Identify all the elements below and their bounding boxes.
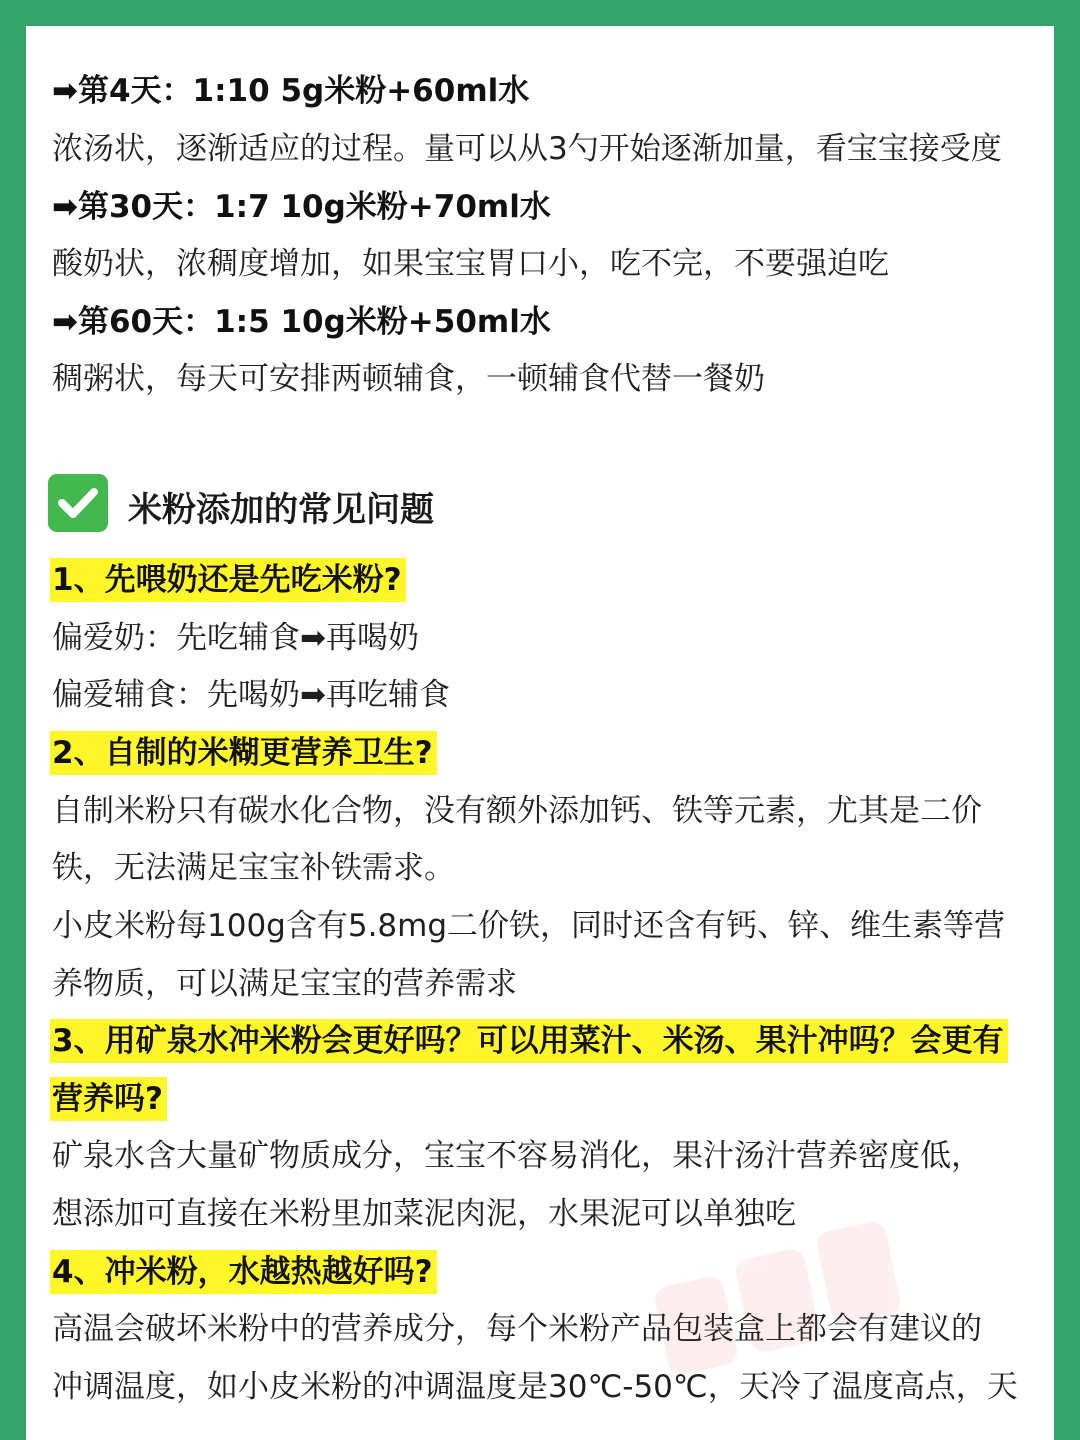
- faq-question-3-line-1: 3、用矿泉水冲米粉会更好吗？可以用菜汁、米汤、果汁冲吗？会更有: [52, 1021, 1008, 1061]
- faq-answer-4-line-2: 冲调温度，如小皮米粉的冲调温度是30℃-50℃，天冷了温度高点，天: [52, 1369, 1018, 1405]
- faq-answer-2-line-2: 铁，无法满足宝宝补铁需求。: [52, 850, 455, 886]
- faq-answer-1-line-1: 偏爱奶：先吃辅食➡再喝奶: [52, 620, 419, 656]
- schedule-day30-heading: ➡第30天：1:7 10g米粉+70ml水: [52, 189, 551, 225]
- schedule-day60-desc: 稠粥状，每天可安排两顿辅食，一顿辅食代替一餐奶: [52, 361, 765, 397]
- schedule-day4-heading: ➡第4天：1:10 5g米粉+60ml水: [52, 73, 530, 109]
- faq-answer-2-line-4: 养物质，可以满足宝宝的营养需求: [52, 966, 517, 1002]
- content-card: [26, 26, 1054, 1440]
- check-mark-icon: [48, 474, 108, 532]
- faq-answer-1-line-2: 偏爱辅食：先喝奶➡再吃辅食: [52, 677, 450, 713]
- schedule-day60-heading: ➡第60天：1:5 10g米粉+50ml水: [52, 304, 551, 340]
- faq-question-1: 1、先喂奶还是先吃米粉?: [52, 560, 406, 600]
- faq-answer-2-line-1: 自制米粉只有碳水化合物，没有额外添加钙、铁等元素，尤其是二价: [52, 793, 982, 829]
- schedule-day4-desc: 浓汤状，逐渐适应的过程。量可以从3勺开始逐渐加量，看宝宝接受度: [52, 131, 1002, 167]
- watermark-logo: [648, 1222, 918, 1382]
- faq-section-title: 米粉添加的常见问题: [128, 490, 434, 530]
- faq-question-3-line-2: 营养吗?: [52, 1079, 167, 1119]
- faq-answer-3-line-1: 矿泉水含大量矿物质成分，宝宝不容易消化，果汁汤汁营养密度低，: [52, 1138, 982, 1174]
- faq-question-2: 2、自制的米糊更营养卫生?: [52, 733, 437, 773]
- faq-answer-2-line-3: 小皮米粉每100g含有5.8mg二价铁，同时还含有钙、锌、维生素等营: [52, 908, 1006, 944]
- faq-answer-4-line-1: 高温会破坏米粉中的营养成分，每个米粉产品包装盒上都会有建议的: [52, 1311, 982, 1347]
- schedule-day30-desc: 酸奶状，浓稠度增加，如果宝宝胃口小，吃不完，不要强迫吃: [52, 246, 889, 282]
- faq-question-4: 4、冲米粉，水越热越好吗?: [52, 1252, 437, 1292]
- faq-answer-3-line-2: 想添加可直接在米粉里加菜泥肉泥，水果泥可以单独吃: [52, 1196, 796, 1232]
